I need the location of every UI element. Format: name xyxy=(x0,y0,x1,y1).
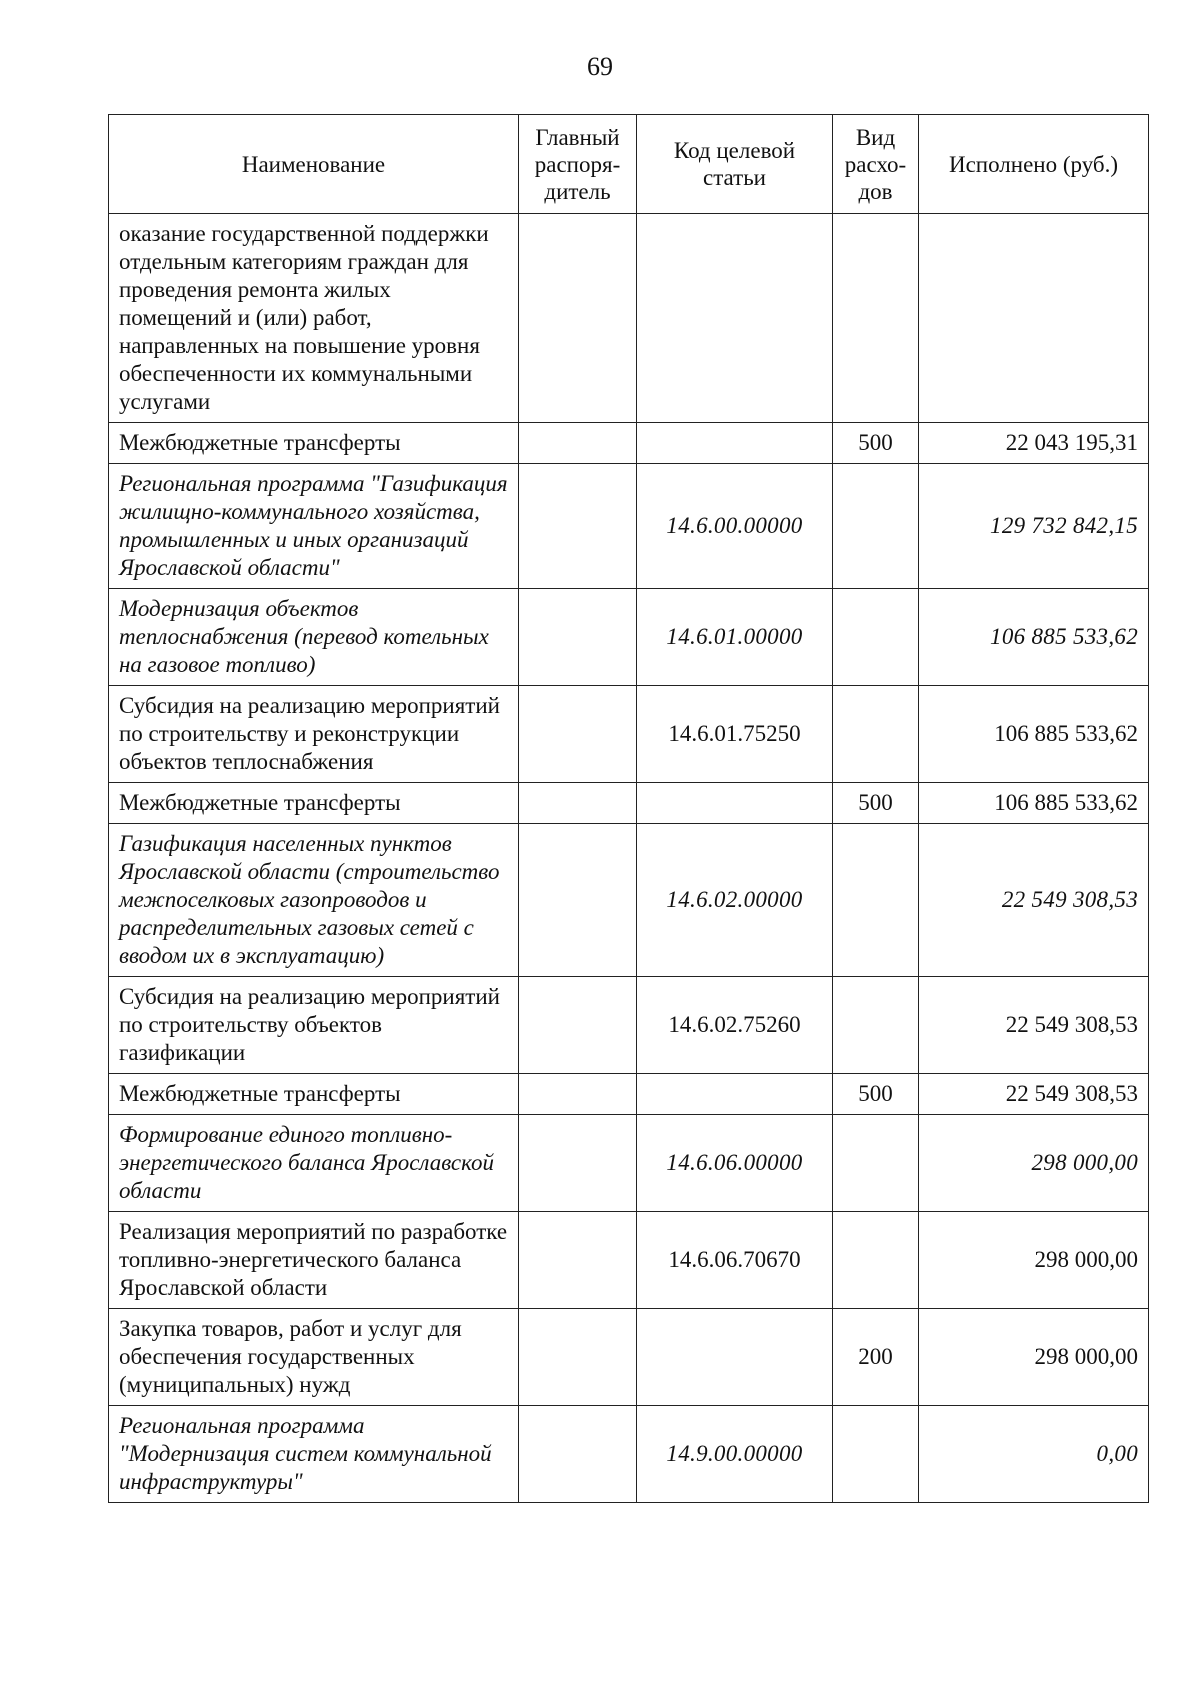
cell-code: 14.6.00.00000 xyxy=(637,464,833,589)
cell-executed: 22 549 308,53 xyxy=(919,1074,1149,1115)
cell-admin xyxy=(519,686,637,783)
cell-admin xyxy=(519,783,637,824)
cell-code: 14.9.00.00000 xyxy=(637,1406,833,1503)
cell-admin xyxy=(519,464,637,589)
cell-executed: 22 043 195,31 xyxy=(919,423,1149,464)
cell-code: 14.6.06.00000 xyxy=(637,1115,833,1212)
cell-kind xyxy=(833,214,919,423)
cell-kind xyxy=(833,589,919,686)
cell-admin xyxy=(519,1115,637,1212)
cell-admin xyxy=(519,824,637,977)
table-header xyxy=(109,115,1149,214)
cell-admin xyxy=(519,423,637,464)
cell-name: Субсидия на реализацию мероприятий по строительству и реконструкции объектов теплоснабжения xyxy=(109,686,519,783)
cell-code xyxy=(637,214,833,423)
table-row xyxy=(109,1309,1149,1406)
table-row xyxy=(109,1115,1149,1212)
cell-code xyxy=(637,1309,833,1406)
header-admin: Главный распоря-дитель xyxy=(519,115,637,214)
table-body xyxy=(109,214,1149,1503)
page-number: 69 xyxy=(587,52,613,81)
cell-executed: 106 885 533,62 xyxy=(919,783,1149,824)
table-row xyxy=(109,1074,1149,1115)
table-row xyxy=(109,824,1149,977)
cell-executed: 298 000,00 xyxy=(919,1115,1149,1212)
cell-name: Модернизация объектов теплоснабжения (перевод котельных на газовое топливо) xyxy=(109,589,519,686)
cell-executed: 106 885 533,62 xyxy=(919,686,1149,783)
cell-name: Газификация населенных пунктов Ярославской области (строительство межпоселковых газопроводов и распределительных газовых сетей с вводом их в эксплуатацию) xyxy=(109,824,519,977)
budget-table-container xyxy=(108,114,1148,1503)
cell-code xyxy=(637,783,833,824)
cell-admin xyxy=(519,1212,637,1309)
table-row xyxy=(109,1406,1149,1503)
cell-name: Формирование единого топливно-энергетического баланса Ярославской области xyxy=(109,1115,519,1212)
cell-code: 14.6.02.75260 xyxy=(637,977,833,1074)
header-executed: Исполнено (руб.) xyxy=(919,115,1149,214)
table-row xyxy=(109,977,1149,1074)
cell-admin xyxy=(519,1406,637,1503)
header-row xyxy=(109,115,1149,214)
cell-name: Региональная программа "Модернизация систем коммунальной инфраструктуры" xyxy=(109,1406,519,1503)
header-name: Наименование xyxy=(109,115,519,214)
cell-admin xyxy=(519,977,637,1074)
cell-kind: 500 xyxy=(833,423,919,464)
table-row xyxy=(109,214,1149,423)
cell-kind xyxy=(833,824,919,977)
cell-admin xyxy=(519,214,637,423)
cell-kind xyxy=(833,1406,919,1503)
table-row xyxy=(109,1212,1149,1309)
cell-code: 14.6.01.00000 xyxy=(637,589,833,686)
cell-executed: 0,00 xyxy=(919,1406,1149,1503)
cell-admin xyxy=(519,589,637,686)
cell-kind: 500 xyxy=(833,783,919,824)
cell-kind xyxy=(833,1212,919,1309)
cell-name: Реализация мероприятий по разработке топливно-энергетического баланса Ярославской области xyxy=(109,1212,519,1309)
cell-name: оказание государственной поддержки отдельным категориям граждан для проведения ремонта жилых помещений и (или) работ, направленных на повышение уровня обеспеченности их коммунальными услугами xyxy=(109,214,519,423)
cell-code xyxy=(637,423,833,464)
cell-kind xyxy=(833,464,919,589)
cell-kind xyxy=(833,686,919,783)
cell-executed: 298 000,00 xyxy=(919,1309,1149,1406)
cell-executed: 129 732 842,15 xyxy=(919,464,1149,589)
header-code: Код целевой статьи xyxy=(637,115,833,214)
cell-admin xyxy=(519,1309,637,1406)
header-kind: Вид расхо-дов xyxy=(833,115,919,214)
cell-kind: 500 xyxy=(833,1074,919,1115)
cell-code: 14.6.06.70670 xyxy=(637,1212,833,1309)
cell-code: 14.6.02.00000 xyxy=(637,824,833,977)
cell-executed: 22 549 308,53 xyxy=(919,824,1149,977)
cell-code xyxy=(637,1074,833,1115)
table-row xyxy=(109,589,1149,686)
cell-executed: 106 885 533,62 xyxy=(919,589,1149,686)
table-row xyxy=(109,423,1149,464)
cell-code: 14.6.01.75250 xyxy=(637,686,833,783)
table-row xyxy=(109,686,1149,783)
cell-name: Межбюджетные трансферты xyxy=(109,423,519,464)
cell-admin xyxy=(519,1074,637,1115)
cell-executed: 22 549 308,53 xyxy=(919,977,1149,1074)
cell-executed xyxy=(919,214,1149,423)
cell-executed: 298 000,00 xyxy=(919,1212,1149,1309)
cell-kind: 200 xyxy=(833,1309,919,1406)
cell-name: Региональная программа "Газификация жилищно-коммунального хозяйства, промышленных и иных организаций Ярославской области" xyxy=(109,464,519,589)
table-row xyxy=(109,464,1149,589)
cell-kind xyxy=(833,977,919,1074)
cell-kind xyxy=(833,1115,919,1212)
cell-name: Межбюджетные трансферты xyxy=(109,1074,519,1115)
cell-name: Межбюджетные трансферты xyxy=(109,783,519,824)
cell-name: Закупка товаров, работ и услуг для обеспечения государственных (муниципальных) нужд xyxy=(109,1309,519,1406)
budget-table xyxy=(108,114,1149,1503)
table-row xyxy=(109,783,1149,824)
cell-name: Субсидия на реализацию мероприятий по строительству объектов газификации xyxy=(109,977,519,1074)
